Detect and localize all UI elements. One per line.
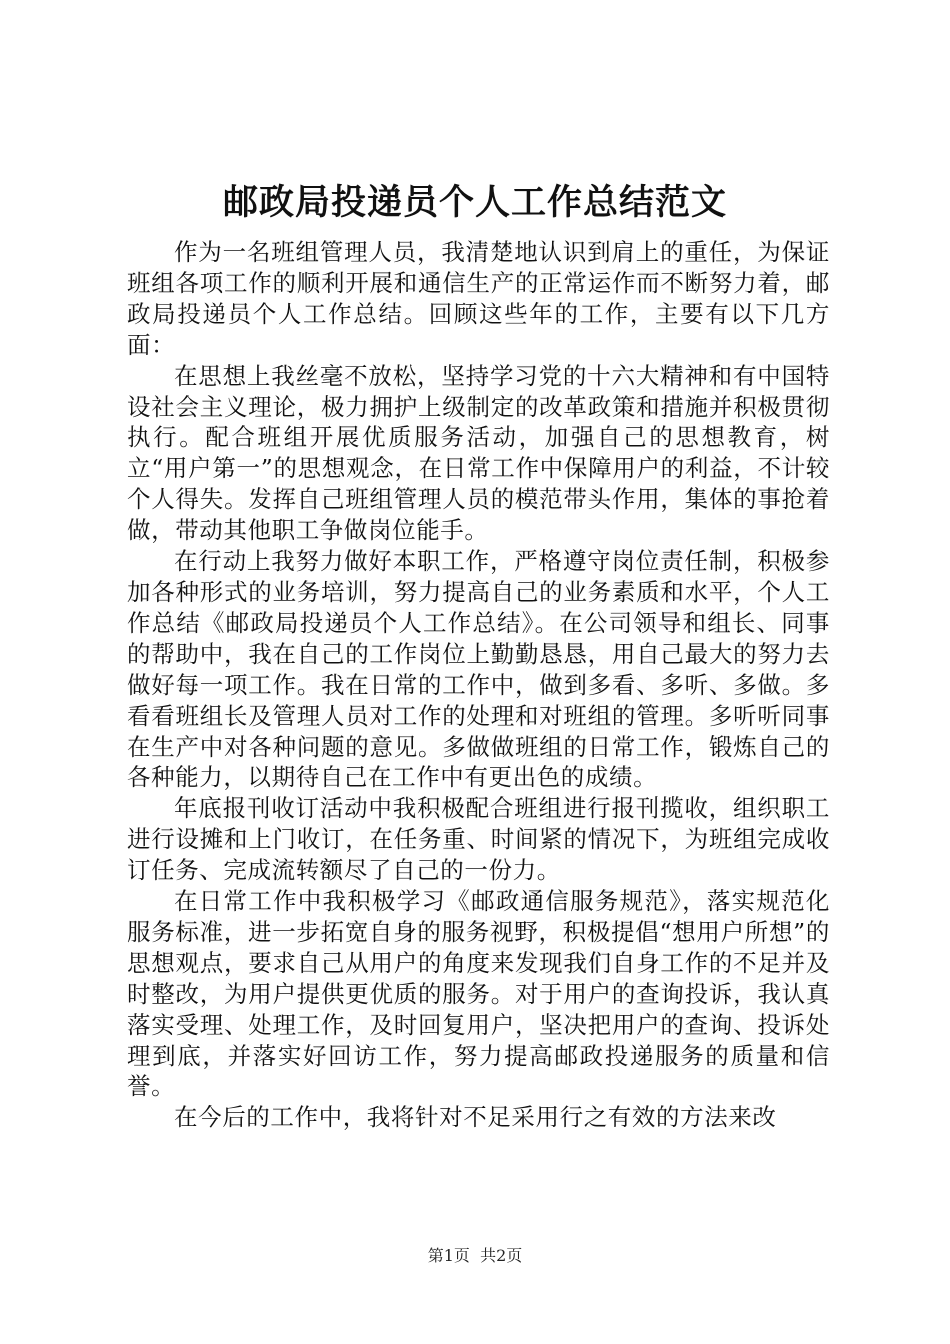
document-body <box>127 237 830 1133</box>
paragraph: 在行动上我努力做好本职工作，严格遵守岗位责任制，积极参加各种形式的业务培训，努力提高自己的业务素质和水平，个人工作总结《邮政局投递员个人工作总结》。在公司领导和组长、同事的帮助中，我在自己的工作岗位上勤勤恳恳，用自己最大的努力去做好每一项工作。我在日常的工作中，做到多看、多听、多做。多看看班组长及管理人员对工作的处理和对班组的管理。多听听同事在生产中对各种问题的意见。多做做班组的日常工作，锻炼自己的各种能力，以期待自己在工作中有更出色的成绩。 <box>127 547 830 792</box>
paragraph: 在今后的工作中，我将针对不足采用行之有效的方法来改 <box>174 1103 777 1132</box>
document-title: 邮政局投递员个人工作总结范文 <box>222 182 727 223</box>
page-footer: 第1页 共2页 <box>427 1246 523 1265</box>
paragraph: 在日常工作中我积极学习《邮政通信服务规范》，落实规范化服务标准，进一步拓宽自身的服务视野，积极提倡“想用户所想”的思想观点，要求自己从用户的角度来发现我们自身工作的不足并及时整改，为用户提供更优质的服务。对于用户的查询投诉，我认真落实受理、处理工作，及时回复用户，坚决把用户的查询、投诉处理到底，并落实好回访工作，努力提高邮政投递服务的质量和信誉。 <box>127 887 830 1101</box>
paragraph: 作为一名班组管理人员，我清楚地认识到肩上的重任，为保证班组各项工作的顺利开展和通信生产的正常运作而不断努力着，邮政局投递员个人工作总结。回顾这些年的工作，主要有以下几方面： <box>127 238 830 359</box>
paragraph: 在思想上我丝毫不放松，坚持学习党的十六大精神和有中国特设社会主义理论，极力拥护上级制定的改革政策和措施并积极贯彻执行。配合班组开展优质服务活动，加强自己的思想教育，树立“用户第一”的思想观念，在日常工作中保障用户的利益，不计较个人得失。发挥自己班组管理人员的模范带头作用，集体的事抢着做，带动其他职工争做岗位能手。 <box>127 361 830 545</box>
paragraph: 年底报刊收订活动中我积极配合班组进行报刊揽收，组织职工进行设摊和上门收订，在任务重、时间紧的情况下，为班组完成收订任务、完成流转额尽了自己的一份力。 <box>127 794 830 885</box>
